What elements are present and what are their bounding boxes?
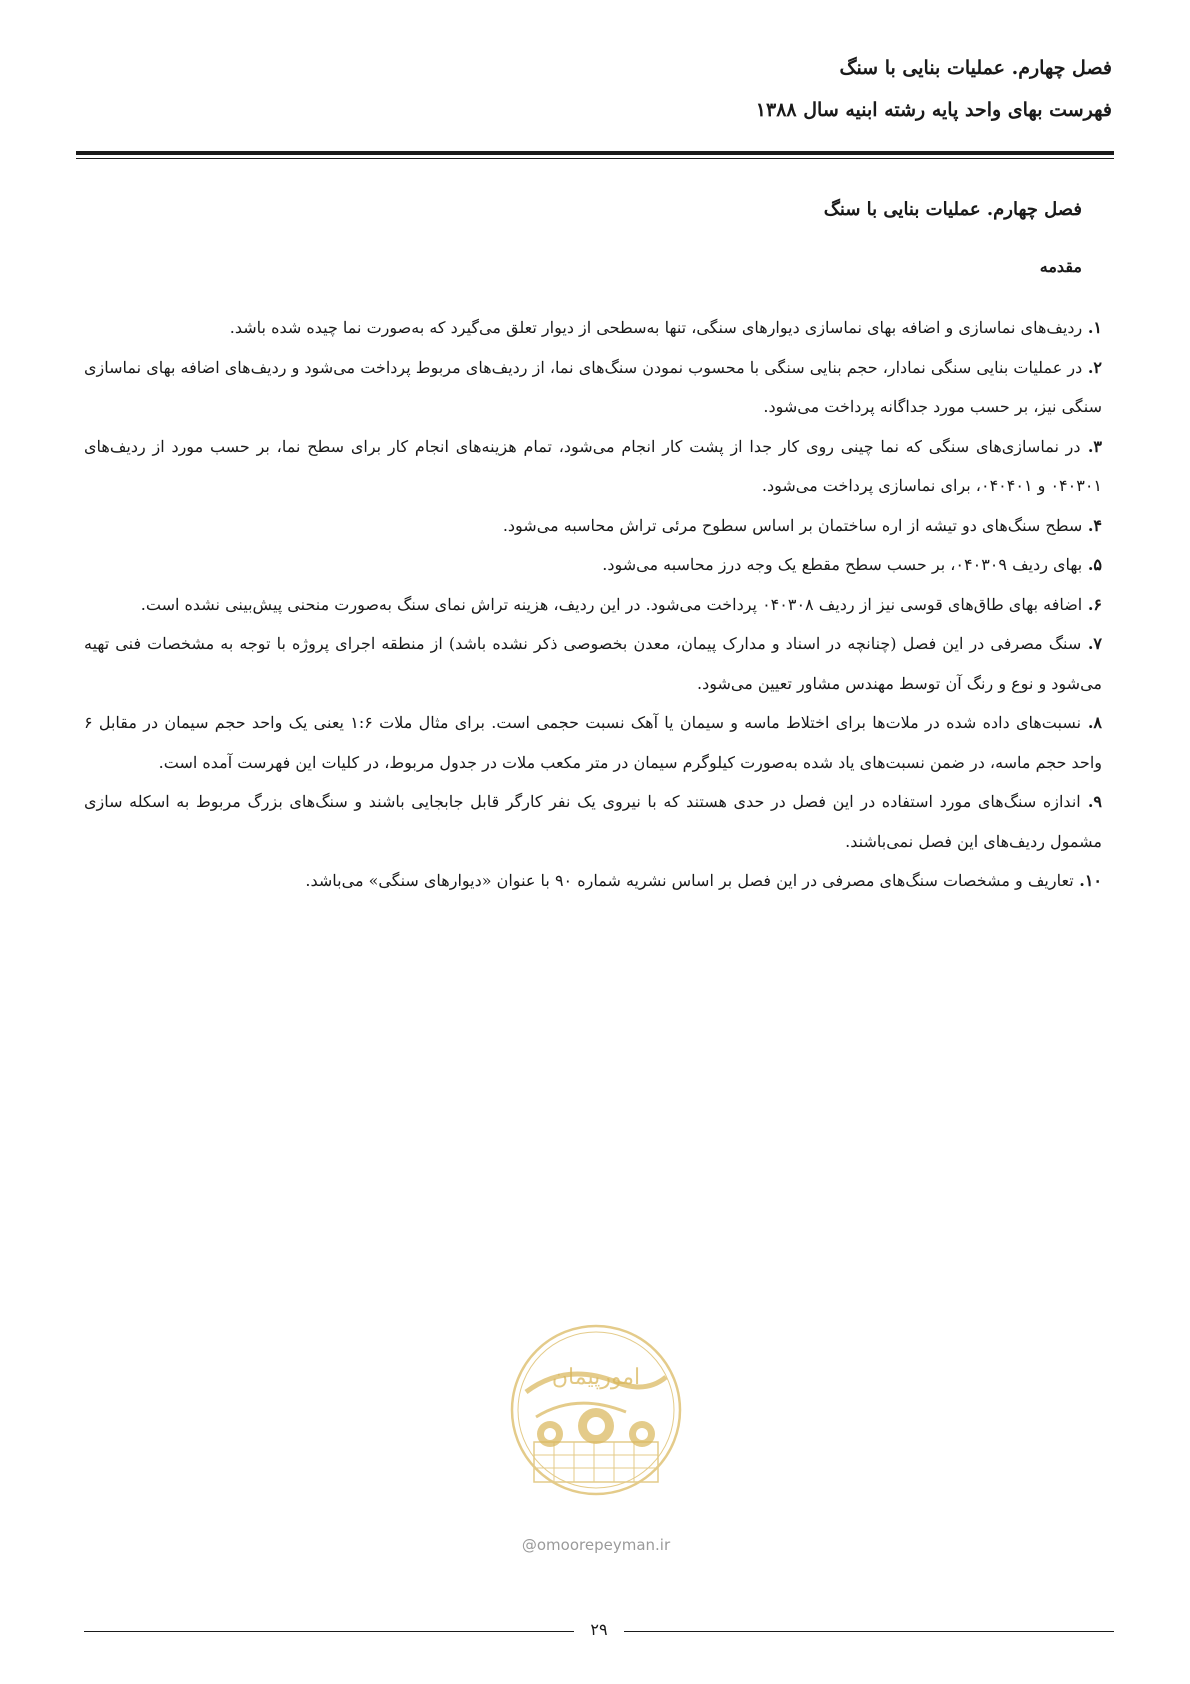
- clause-text: در نماسازی‌های سنگی که نما چینی روی کار جدا از پشت کار انجام می‌شود، تمام هزینه‌های انجام کار برای سطح نما، بر حسب مورد از ردیف‌های ۰۴۰۳۰۱ و ۰۴۰۴۰۱، برای نماسازی پرداخت می‌شود.: [84, 436, 1102, 495]
- clause-text: سنگ مصرفی در این فصل (چنانچه در اسناد و مدارک پیمان، معدن بخصوصی ذکر نشده باشد) از منطقه اجرای پروژه با توجه به مشخصات فنی تهیه می‌شود و نوع و رنگ آن توسط مهندس مشاور تعیین می‌شود.: [84, 634, 1102, 693]
- intro-heading: مقدمه: [1039, 257, 1082, 276]
- clause-list: [84, 308, 1102, 901]
- clause-item: [84, 506, 1102, 546]
- clause-text: نسبت‌های داده شده در ملات‌ها برای اختلاط ماسه و سیمان یا آهک نسبت حجمی است. برای مثال ملات ۱:۶ یعنی یک واحد حجم سیمان در مقابل ۶ واحد حجم ماسه، در ضمن نسبت‌های یاد شده به‌صورت کیلوگرم سیمان در متر مکعب ملات در جدول مربوط، در کلیات این فهرست آمده است.: [84, 713, 1102, 772]
- header-chapter: فصل چهارم. عملیات بنایی با سنگ: [839, 57, 1112, 79]
- watermark-logo-text: امورپیمان: [551, 1365, 641, 1390]
- header-rule-thin: [76, 158, 1114, 159]
- watermark-site-text: @omoorepeyman.ir: [521, 1536, 671, 1554]
- footer-rule-left: [84, 1631, 574, 1632]
- clause-number: ۳.: [1087, 436, 1102, 456]
- clause-text: بهای ردیف ۰۴۰۳۰۹، بر حسب سطح مقطع یک وجه درز محاسبه می‌شود.: [602, 555, 1083, 574]
- clause-number: ۵.: [1087, 555, 1102, 574]
- watermark-logo: [496, 1322, 696, 1557]
- clause-text: ردیف‌های نماسازی و اضافه بهای نماسازی دیوارهای سنگی، تنها به‌سطحی از دیوار تعلق می‌گیرد که به‌صورت نما چیده شده باشد.: [229, 318, 1083, 337]
- clause-item: [84, 348, 1102, 427]
- clause-item: [84, 782, 1102, 861]
- clause-item: [84, 427, 1102, 506]
- header-rule-thick: [76, 151, 1114, 155]
- chapter-title: فصل چهارم. عملیات بنایی با سنگ: [823, 199, 1082, 220]
- clause-number: ۲.: [1087, 357, 1102, 377]
- clause-number: ۷.: [1087, 634, 1102, 653]
- clause-number: ۱.: [1087, 318, 1102, 337]
- page-header: [78, 56, 1112, 122]
- header-document-title: فهرست بهای واحد پایه رشته ابنیه سال ۱۳۸۸: [755, 99, 1112, 121]
- clause-number: ۹.: [1087, 792, 1102, 811]
- clause-text: سطح سنگ‌های دو تیشه از اره ساختمان بر اساس سطوح مرئی تراش محاسبه می‌شود.: [502, 515, 1083, 535]
- clause-number: ۴.: [1087, 515, 1102, 535]
- clause-text: تعاریف و مشخصات سنگ‌های مصرفی در این فصل بر اساس نشریه شماره ۹۰ با عنوان «دیوارهای سنگی» می‌باشد.: [305, 871, 1074, 890]
- clause-number: ۸.: [1087, 713, 1102, 732]
- page-number: ۲۹: [590, 1620, 608, 1639]
- main-content: [84, 198, 1102, 901]
- clause-text: اضافه بهای طاق‌های قوسی نیز از ردیف ۰۴۰۳۰۸ پرداخت می‌شود. در این ردیف، هزینه تراش نمای سنگ به‌صورت منحنی پیش‌بینی نشده است.: [140, 594, 1083, 614]
- clause-number: ۶.: [1087, 594, 1102, 614]
- footer-rule-right: [624, 1631, 1114, 1632]
- clause-text: در عملیات بنایی سنگی نمادار، حجم بنایی سنگی با محسوب نمودن سنگ‌های نما، از ردیف‌های مربوط پرداخت می‌شود و ردیف‌های اضافه بهای نماسازی سنگی نیز، بر حسب مورد جداگانه پرداخت می‌شود.: [84, 357, 1102, 416]
- clause-text: اندازه سنگ‌های مورد استفاده در این فصل در حدی هستند که با نیروی یک نفر کارگر قابل جابجایی باشند و سنگ‌های بزرگ مربوط به اسکله سازی مشمول ردیف‌های این فصل نمی‌باشند.: [84, 792, 1102, 851]
- clause-item: [84, 703, 1102, 782]
- clause-item: [84, 585, 1102, 625]
- clause-item: [84, 624, 1102, 703]
- clause-item: [84, 308, 1102, 348]
- clause-number: ۱۰.: [1079, 871, 1102, 890]
- clause-item: [84, 545, 1102, 585]
- clause-item: [84, 861, 1102, 901]
